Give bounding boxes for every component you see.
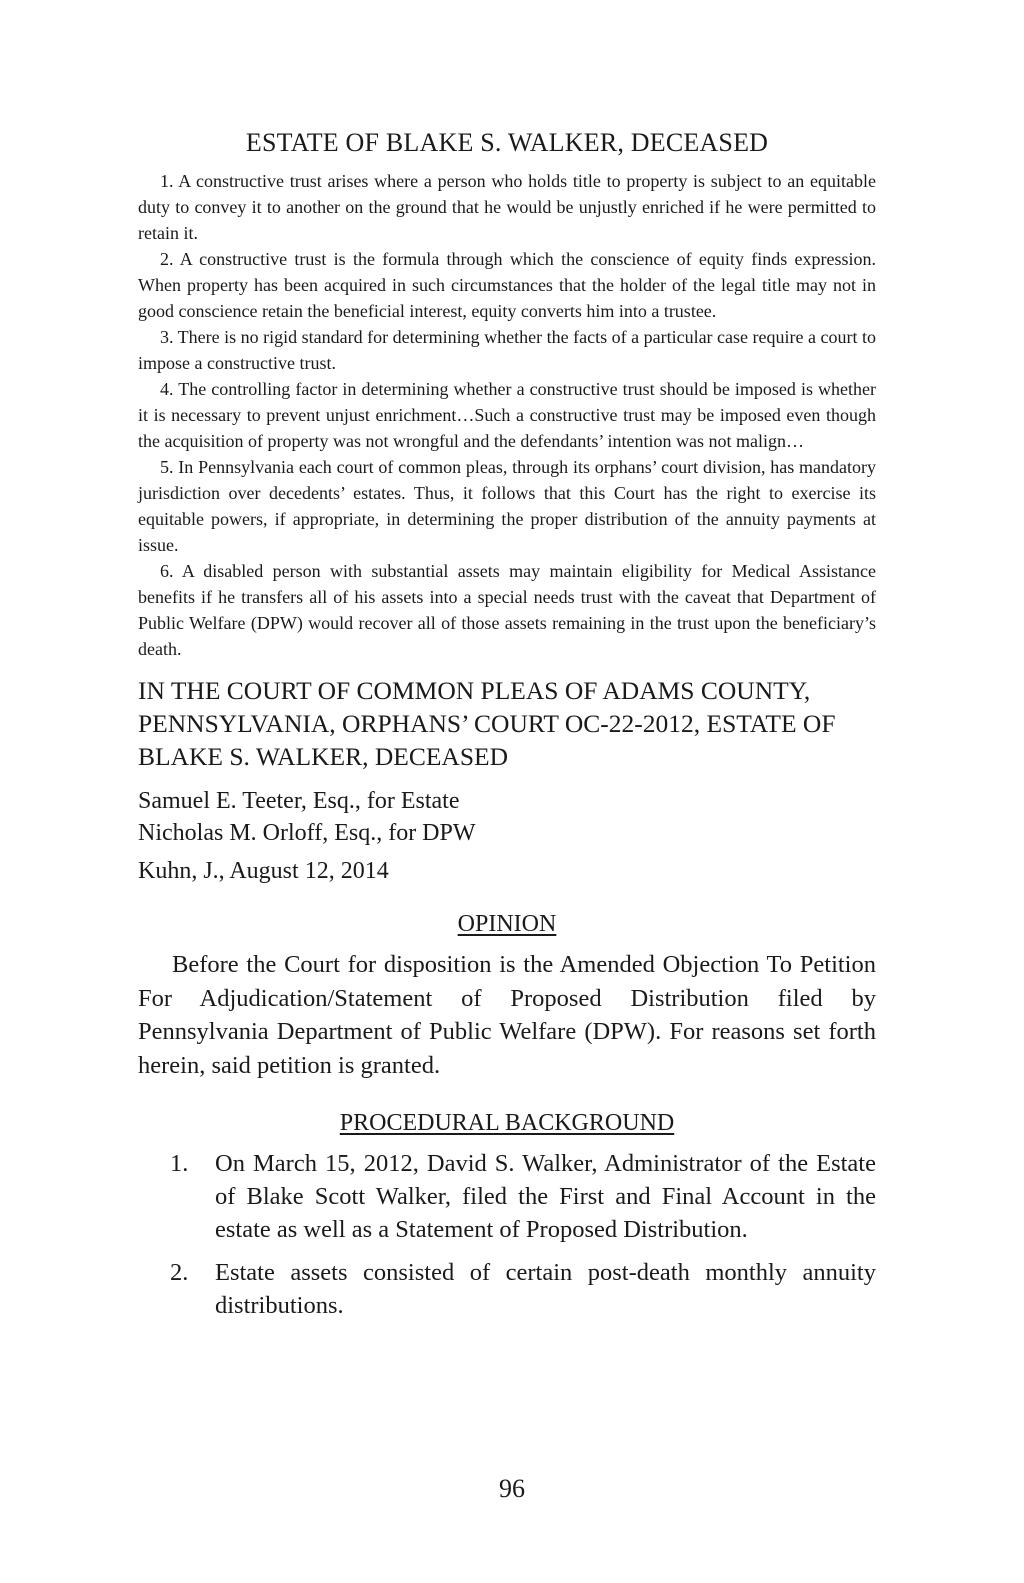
document-page bbox=[138, 128, 876, 1332]
procedural-list bbox=[138, 1147, 876, 1322]
headnote: 3. There is no rigid standard for determining whether the facts of a particular case require a court to impose a constructive trust. bbox=[138, 327, 876, 373]
opinion-paragraph: Before the Court for disposition is the Amended Objection To Petition For Adjudication/Statement of Proposed Distribution filed by Pennsylvania Department of Public Welfare (DPW). For reasons set forth herein, said petition is granted. bbox=[138, 951, 876, 1079]
procedural-background-heading: PROCEDURAL BACKGROUND bbox=[339, 1110, 675, 1136]
list-item-text: On March 15, 2012, David S. Walker, Administrator of the Estate of Blake Scott Walker, filed the First and Final Account in the estate as well as a Statement of Proposed Distribution. bbox=[215, 1150, 876, 1243]
headnote: 2. A constructive trust is the formula through which the conscience of equity finds expression. When property has been acquired in such circumstances that the holder of the legal title may not in good conscience retain the beneficial interest, equity converts him into a trustee. bbox=[138, 249, 876, 321]
headnote: 6. A disabled person with substantial assets may maintain eligibility for Medical Assistance benefits if he transfers all of his assets into a special needs trust with the caveat that Department of Public Welfare (DPW) would recover all of those assets remaining in the trust upon the beneficiary’s death. bbox=[138, 561, 876, 659]
list-item-number: 1. bbox=[170, 1150, 189, 1177]
counsel-line: Samuel E. Teeter, Esq., for Estate bbox=[138, 788, 460, 814]
list-item bbox=[138, 1147, 876, 1246]
headnote: 4. The controlling factor in determining whether a constructive trust should be imposed is whether it is necessary to prevent unjust enrichment…Such a constructive trust may be imposed even though the acquisition of property was not wrongful and the defendants’ intention was not malign… bbox=[138, 379, 876, 451]
list-item-text: Estate assets consisted of certain post-death monthly annuity distributions. bbox=[215, 1259, 876, 1319]
list-item bbox=[138, 1256, 876, 1322]
list-item-number: 2. bbox=[170, 1259, 189, 1286]
counsel-line: Nicholas M. Orloff, Esq., for DPW bbox=[138, 820, 476, 846]
opinion-heading: OPINION bbox=[457, 911, 557, 937]
headnote: 5. In Pennsylvania each court of common pleas, through its orphans’ court division, has mandatory jurisdiction over decedents’ estates. Thus, it follows that this Court has the right to exercise its equitable powers, if appropriate, in determining the proper distribution of the annuity payments at issue. bbox=[138, 457, 876, 555]
headnotes bbox=[138, 168, 876, 662]
headnote: 1. A constructive trust arises where a person who holds title to property is subject to an equitable duty to convey it to another on the ground that he would be unjustly enriched if he were permitted to retain it. bbox=[138, 171, 876, 243]
case-caption: IN THE COURT OF COMMON PLEAS OF ADAMS COUNTY, PENNSYLVANIA, ORPHANS’ COURT OC-22-2012, ESTATE OF BLAKE S. WALKER, DECEASED bbox=[138, 676, 836, 771]
document-title: ESTATE OF BLAKE S. WALKER, DECEASED bbox=[245, 128, 769, 157]
page-number: 96 bbox=[499, 1474, 525, 1503]
judge-line: Kuhn, J., August 12, 2014 bbox=[138, 858, 389, 884]
counsel-block bbox=[138, 785, 876, 887]
